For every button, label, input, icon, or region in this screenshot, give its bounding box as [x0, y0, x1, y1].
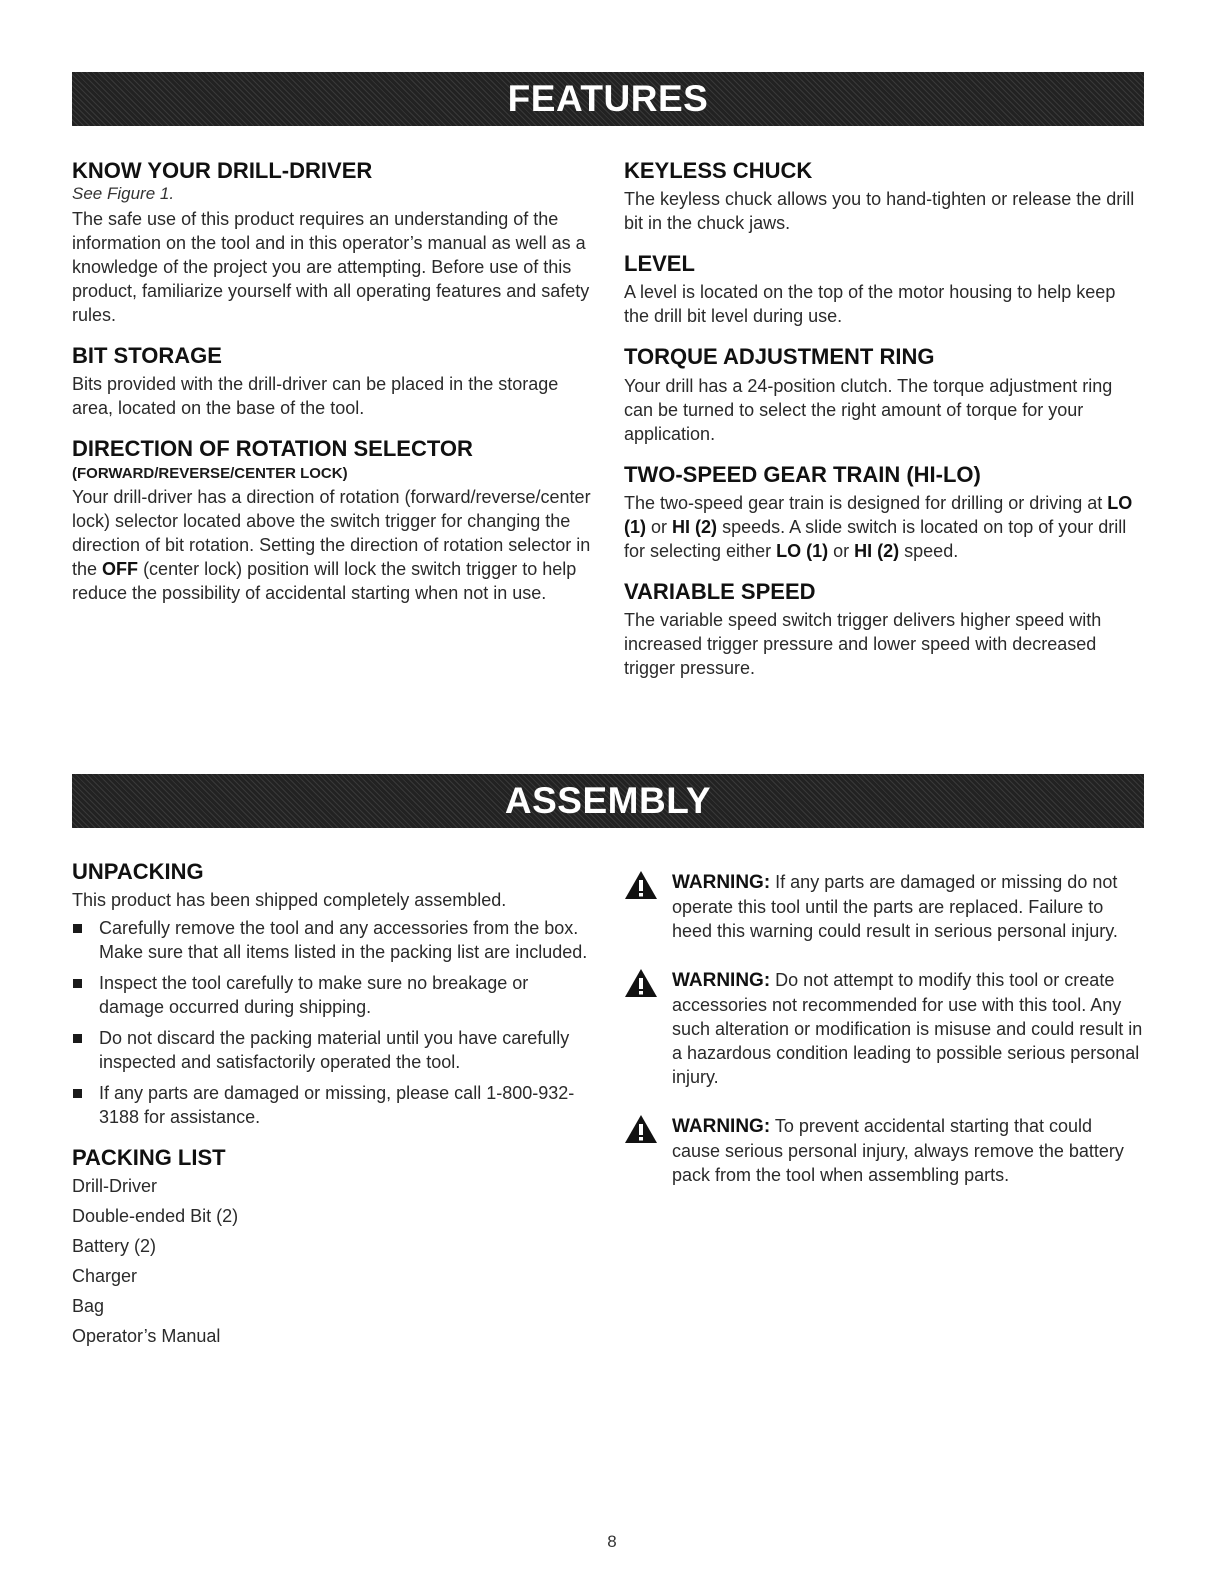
- gear-heading: TWO-SPEED GEAR TRAIN (HI-LO): [624, 461, 981, 487]
- variable-heading: VARIABLE SPEED: [624, 578, 816, 604]
- direction-section: [72, 437, 592, 604]
- know-your-drill-section: [72, 159, 592, 327]
- packing-item: Charger: [72, 1266, 138, 1287]
- keyless-heading: KEYLESS CHUCK: [624, 158, 813, 183]
- bit-storage-section: [72, 344, 592, 420]
- page-number: 8: [607, 1532, 617, 1551]
- features-banner: [72, 72, 1144, 126]
- assembly-title: ASSEMBLY: [504, 780, 712, 821]
- warning-body: If any parts are damaged or missing do not operate this tool until the parts are replaced. Failure to heed this warning could result in serious personal injury.: [672, 872, 1118, 941]
- lo-label: LO (1): [624, 492, 1133, 537]
- packing-list-section: [72, 1146, 592, 1348]
- variable-speed-section: [624, 580, 1144, 680]
- unpacking-section: [72, 860, 592, 1129]
- warning-triangle-icon: [624, 1114, 658, 1144]
- packing-item: Double-ended Bit (2): [72, 1206, 239, 1227]
- features-right-column: [624, 159, 1144, 697]
- variable-body: The variable speed switch trigger delivers higher speed with increased trigger pressure and lower speed with decreased trigger pressure.: [624, 609, 1102, 678]
- warning-triangle-icon: [624, 968, 658, 998]
- torque-body: Your drill has a 24-position clutch. The torque adjustment ring can be turned to select the right amount of torque for your application.: [624, 375, 1113, 444]
- bit-storage-body: Bits provided with the drill-driver can be placed in the storage area, located on the base of the tool.: [72, 374, 559, 419]
- list-item: [72, 971, 592, 1019]
- gear-or-1: or: [651, 516, 668, 537]
- gear-text-1: The two-speed gear train is designed for drilling or driving at: [624, 492, 1103, 513]
- direction-heading: DIRECTION OF ROTATION SELECTOR: [72, 436, 473, 462]
- warning-block: [612, 870, 1144, 943]
- gear-text-3: speed.: [904, 540, 959, 561]
- torque-heading: TORQUE ADJUSTMENT RING: [624, 344, 935, 370]
- know-body: The safe use of this product requires an understanding of the information on the tool and in this operator’s manual as well as a knowledge of the project you are attempting. Before use of this product, familiarize yourself with all operating features and safety rules.: [72, 209, 590, 326]
- gear-train-section: [624, 463, 1144, 563]
- off-label: OFF: [102, 558, 139, 579]
- assembly-left-column: [72, 860, 592, 1365]
- square-bullet-icon: [73, 1034, 82, 1043]
- torque-section: [624, 345, 1144, 445]
- lo-label-2: LO (1): [776, 540, 829, 561]
- keyless-chuck-section: [624, 159, 1144, 235]
- square-bullet-icon: [73, 924, 82, 933]
- hi-label: HI (2): [672, 516, 718, 537]
- warning-body: Do not attempt to modify this tool or create accessories not recommended for use with this tool. Any such alteration or modification is misuse and could result in a hazardous condition leading to possible serious personal injury.: [672, 970, 1143, 1087]
- unpacking-intro: This product has been shipped completely assembled.: [72, 890, 507, 911]
- packing-item: Operator’s Manual: [72, 1326, 221, 1347]
- see-figure-ref: See Figure 1.: [72, 184, 175, 204]
- direction-body-b: (center lock) position will lock the switch trigger to help reduce the possibility of accidental starting when not in use.: [72, 558, 577, 603]
- warning-block: [612, 1114, 1144, 1187]
- level-section: [624, 252, 1144, 328]
- list-item: [72, 1081, 592, 1129]
- warning-text: [672, 1114, 1144, 1187]
- level-body: A level is located on the top of the motor housing to help keep the drill bit level during use.: [624, 282, 1116, 327]
- packing-item: Battery (2): [72, 1236, 157, 1257]
- unpacking-heading: UNPACKING: [72, 859, 204, 884]
- bullet-text: If any parts are damaged or missing, please call 1-800-932-3188 for assistance.: [99, 1083, 575, 1128]
- hi-label-2: HI (2): [854, 540, 900, 561]
- keyless-body: The keyless chuck allows you to hand-tighten or release the drill bit in the chuck jaws.: [624, 189, 1135, 234]
- square-bullet-icon: [73, 979, 82, 988]
- gear-text-2: speeds. A slide switch is located on top of your drill for selecting either: [624, 516, 1127, 561]
- warning-label: WARNING:: [672, 970, 771, 991]
- bullet-text: Carefully remove the tool and any accessories from the box. Make sure that all items listed in the packing list are included.: [99, 918, 588, 963]
- assembly-banner: [72, 774, 1144, 828]
- direction-subheading: (FORWARD/REVERSE/CENTER LOCK): [72, 464, 348, 482]
- know-heading: KNOW YOUR DRILL-DRIVER: [72, 158, 373, 183]
- packing-item: Drill-Driver: [72, 1176, 157, 1197]
- bullet-text: Do not discard the packing material until you have carefully inspected and satisfactorily operated the tool.: [99, 1028, 570, 1073]
- warning-block: [612, 968, 1144, 1089]
- square-bullet-icon: [73, 1089, 82, 1098]
- warning-text: [672, 968, 1144, 1089]
- gear-body: [624, 491, 1144, 563]
- packing-list-heading: PACKING LIST: [72, 1145, 226, 1171]
- level-heading: LEVEL: [624, 251, 695, 277]
- features-title: FEATURES: [507, 78, 709, 119]
- direction-body-a: Your drill-driver has a direction of rotation (forward/reverse/center lock) selector located above the switch trigger for changing the direction of bit rotation. Setting the direction of rotation selector in the: [72, 486, 591, 579]
- bullet-text: Inspect the tool carefully to make sure no breakage or damage occurred during shipping.: [99, 973, 529, 1018]
- warning-body: To prevent accidental starting that could cause serious personal injury, always remove the battery pack from the tool when assembling parts.: [672, 1116, 1124, 1185]
- list-item: [72, 1026, 592, 1074]
- packing-list: [72, 1174, 592, 1348]
- packing-item: Bag: [72, 1296, 105, 1317]
- unpacking-bullets: [72, 916, 592, 1129]
- gear-or-2: or: [833, 540, 850, 561]
- warning-text: [672, 870, 1144, 943]
- list-item: [72, 916, 592, 964]
- warning-label: WARNING:: [672, 872, 771, 893]
- features-left-column: [72, 159, 592, 622]
- bit-storage-heading: BIT STORAGE: [72, 343, 222, 369]
- warning-triangle-icon: [624, 870, 658, 900]
- direction-body: [72, 485, 592, 605]
- warning-label: WARNING:: [672, 1116, 771, 1137]
- warnings-column: [612, 870, 1144, 1212]
